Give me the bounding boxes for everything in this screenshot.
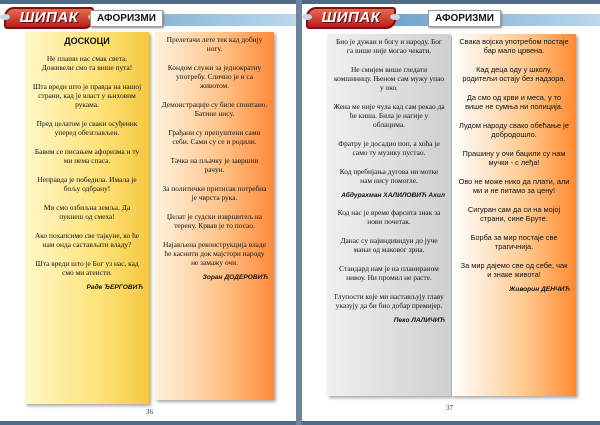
aphorism-column-1 bbox=[25, 32, 149, 404]
page-number: 36 bbox=[146, 408, 153, 416]
aphorism-column-3 bbox=[327, 34, 451, 396]
author-signature: Абдурахман ХАЛИЛОВИЋ Ахил bbox=[341, 192, 445, 199]
aphorism: Фратру је досадио поп, а хоћа је само ту музику пустао. bbox=[338, 139, 440, 157]
aphorism: Најављена реконструкција владе ће каснити док мајстори народу не замажу очи. bbox=[163, 240, 266, 267]
aphorism: Шта вреди што је Бог уз нас, кад смо ми атеисти. bbox=[35, 259, 139, 277]
aphorism: Кад деца оду у школу, родитељи остају без надзора. bbox=[462, 65, 566, 83]
magazine-logo bbox=[4, 7, 94, 29]
logo-text: ШИПАК bbox=[19, 9, 79, 26]
author-signature: Пеко ЛАЛИЧИЋ bbox=[393, 317, 445, 324]
aphorism: За политички притисак потребна је чврста рука. bbox=[162, 184, 267, 202]
aphorism: Стандард нам је на планираном нивоу. Ни промил не расте. bbox=[339, 264, 439, 282]
aphorism: Тачка на пљачку је завршни рачун. bbox=[170, 156, 259, 174]
aphorism: Ако похапсимо све тајкуне, ко ће нам онда састављати владу? bbox=[34, 231, 140, 249]
aphorism: Борба за мир постаје све трагичнија. bbox=[470, 233, 558, 251]
author-signature: Зоран ДОДЕРОВИЋ bbox=[202, 274, 268, 281]
page-number: 37 bbox=[446, 404, 453, 412]
aphorism-column-4 bbox=[452, 34, 576, 396]
aphorism: Ово не може нико да плати, али ми и не питамо за цену! bbox=[458, 177, 570, 195]
aphorism: Џелат је судски извршитељ на терену. Крвав је то посао. bbox=[166, 212, 263, 230]
aphorism: За мир дајемо све од себе, чак и знаке живота! bbox=[460, 261, 568, 279]
aphorism: Код пребијања дугова ни мотке нам нису помогле. bbox=[339, 167, 439, 185]
aphorism: Био је дужан и богу и народу. Бог га више није могао чекати. bbox=[336, 37, 442, 55]
aphorism: Сигуран сам да си на мојој страни, сине Бруте. bbox=[467, 205, 561, 223]
left-wing-icon bbox=[0, 14, 10, 20]
aphorism: Прелетачи лете тек кад добију ногу. bbox=[166, 35, 263, 53]
left-wing-icon bbox=[302, 14, 312, 20]
aphorism-column-2 bbox=[155, 32, 274, 400]
aphorism: Неправда је победила. Имала је бољу одбрану! bbox=[37, 175, 137, 193]
logo-text: ШИПАК bbox=[321, 9, 381, 26]
aphorism: Жена ме није чула кад сам рекао да ће киша. Била је нагије у облацима. bbox=[333, 102, 445, 129]
aphorism: Пред целатом је сваки осуђеник уперед обезглављен. bbox=[36, 119, 138, 137]
aphorism: Свака војска употребом постаје бар мало црвена. bbox=[459, 37, 569, 55]
aphorism: Грађани су препуштени сами себи. Сами су се и родили. bbox=[168, 128, 261, 146]
aphorism: Бавим се писањем афоризма и ту ми нема спаса. bbox=[34, 147, 140, 165]
aphorism: Не смијем више гледати комшиницу. Њеном сам мужу упао у око. bbox=[333, 65, 445, 92]
section-title: АФОРИЗМИ bbox=[90, 10, 163, 27]
section-title: АФОРИЗМИ bbox=[428, 10, 501, 27]
right-wing-icon bbox=[390, 14, 400, 20]
aphorism: Код нас је време фарсита знак за нови почетак. bbox=[337, 208, 441, 226]
aphorism: Да смо од крви и меса, у то више не сумња ни полиција. bbox=[465, 93, 563, 111]
aphorism: Данас су најиндивидуи до јуче мањи од маковог зрна. bbox=[340, 236, 438, 254]
aphorism: Прашину у очи бацили су нам мучки - с леђа! bbox=[462, 149, 566, 167]
column-heading: ДОСКОЦИ bbox=[64, 36, 110, 46]
aphorism: Ми смо озбиљна земља. Да пукнеш од смеха! bbox=[43, 203, 131, 221]
author-signature: Живорин ДЕНЧИЋ bbox=[509, 286, 570, 293]
author-signature: Раде ЂЕРГОВИЋ bbox=[86, 284, 143, 291]
aphorism: Лудом народу свако обећање је добродошло. bbox=[459, 121, 569, 139]
aphorism: Демонстрације су биле спонтано. Батине нису. bbox=[161, 100, 268, 118]
aphorism: Шта вреди што је правда на нашој страни, кад је власт у њиховим рукама. bbox=[32, 82, 142, 109]
aphorism: Не плаши нас смак света. Доживели смо га више пута! bbox=[41, 54, 133, 72]
left-page bbox=[0, 4, 296, 421]
magazine-logo bbox=[306, 7, 396, 29]
aphorism: Глупости које ми настављују главу указују да би био добар премијер. bbox=[334, 292, 444, 310]
aphorism: Кондом служи за једнократну употребу. Слично је и са животом. bbox=[167, 63, 262, 90]
